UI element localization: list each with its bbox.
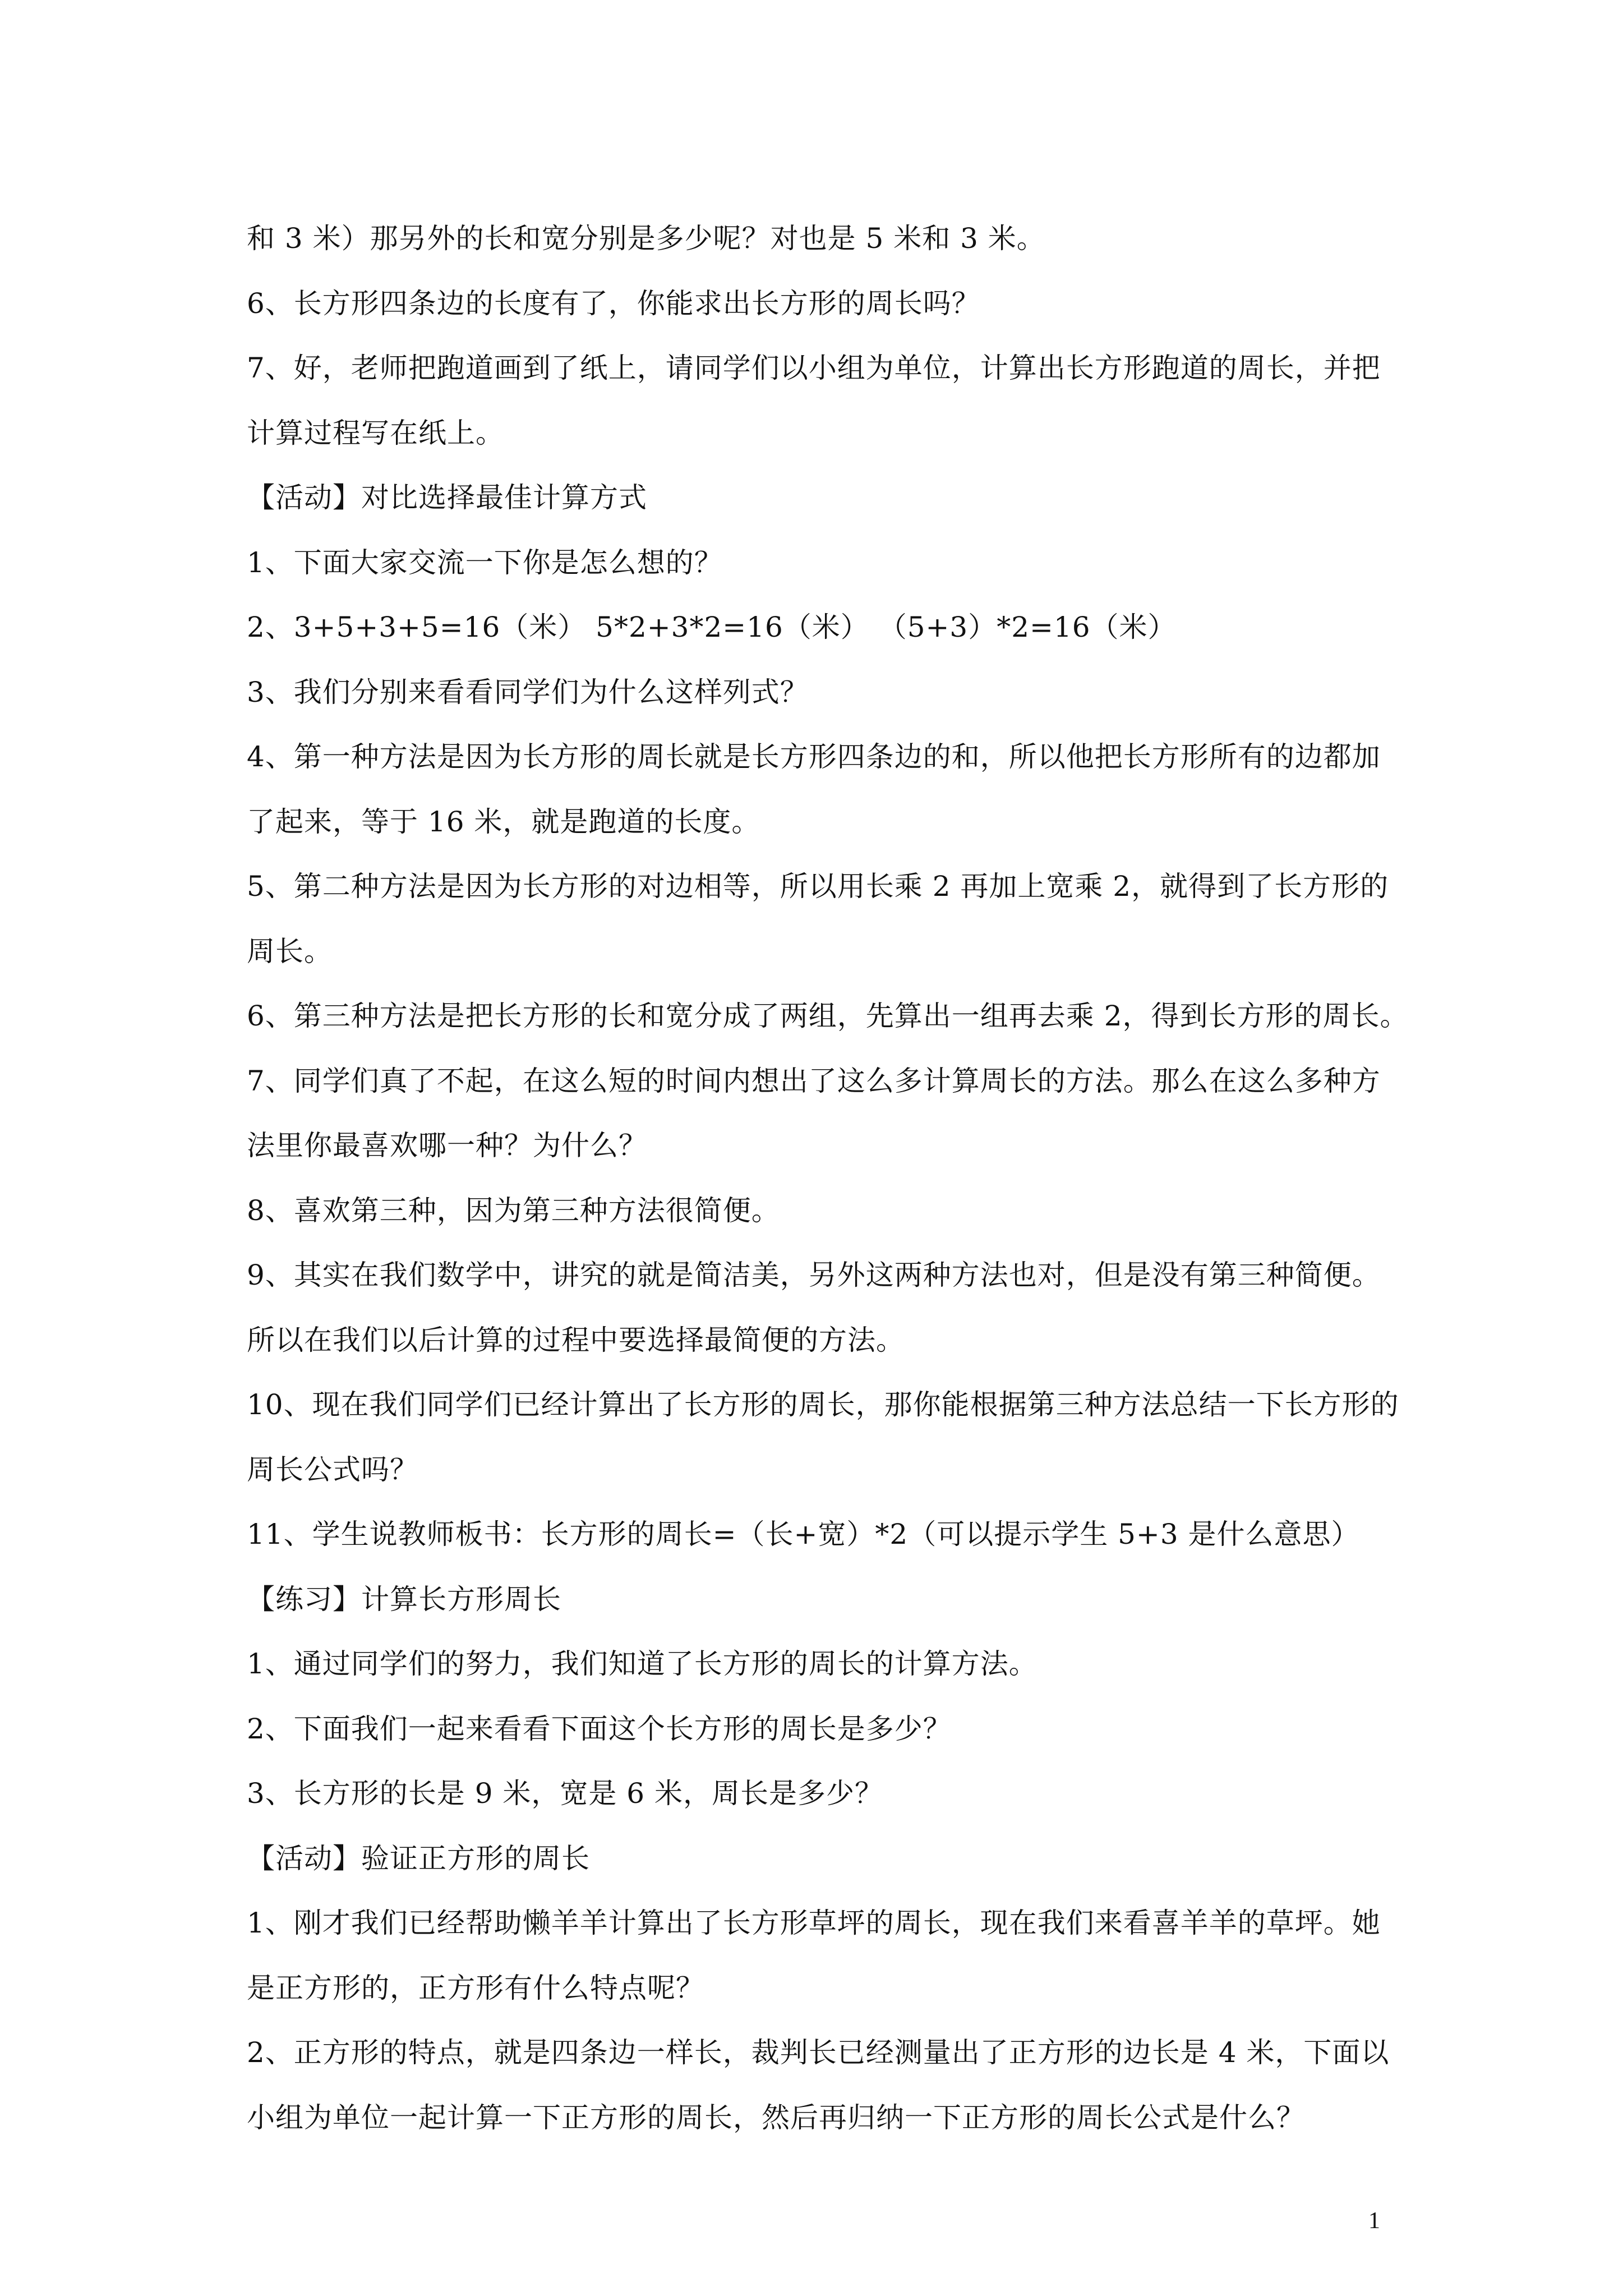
text-line: 是正方形的，正方形有什么特点呢？ (247, 1971, 704, 2004)
text-line: 1、通过同学们的努力，我们知道了长方形的周长的计算方法。 (247, 1648, 1038, 1680)
text-line: 计算过程写在纸上。 (247, 416, 504, 449)
text-line: 8、喜欢第三种，因为第三种方法很简便。 (247, 1194, 780, 1227)
text-line: 1、刚才我们已经帮助懒羊羊计算出了长方形草坪的周长，现在我们来看喜羊羊的草坪。她 (247, 1907, 1381, 1939)
page-number: 1 (1368, 2208, 1380, 2234)
text-line: 2、3+5+3+5=16（米） 5*2+3*2=16（米） （5+3）*2=16（米） (247, 611, 1177, 643)
section-heading: 【练习】计算长方形周长 (247, 1582, 561, 1616)
text-line: 了起来，等于 16 米，就是跑道的长度。 (247, 805, 760, 838)
text-line: 6、第三种方法是把长方形的长和宽分成了两组，先算出一组再去乘 2，得到长方形的周长。 (247, 1000, 1409, 1032)
text-line: 和 3 米）那另外的长和宽分别是多少呢？对也是 5 米和 3 米。 (247, 222, 1045, 255)
text-line: 4、第一种方法是因为长方形的周长就是长方形四条边的和，所以他把长方形所有的边都加 (247, 740, 1381, 773)
text-line: 周长公式吗？ (247, 1453, 418, 1486)
text-line: 9、其实在我们数学中，讲究的就是简洁美，另外这两种方法也对，但是没有第三种简便。 (247, 1259, 1381, 1291)
text-line: 11、学生说教师板书：长方形的周长=（长+宽）*2（可以提示学生 5+3 是什么意思） (247, 1518, 1360, 1550)
text-line: 6、长方形四条边的长度有了，你能求出长方形的周长吗？ (247, 287, 980, 320)
text-line: 3、长方形的长是 9 米，宽是 6 米，周长是多少？ (247, 1777, 884, 1810)
text-line: 10、现在我们同学们已经计算出了长方形的周长，那你能根据第三种方法总结一下长方形的 (247, 1388, 1399, 1421)
text-line: 周长。 (247, 935, 333, 968)
text-line: 1、下面大家交流一下你是怎么想的？ (247, 546, 723, 579)
document-body (247, 206, 1409, 2150)
text-line: 法里你最喜欢哪一种？为什么？ (247, 1129, 647, 1162)
text-line: 2、正方形的特点，就是四条边一样长，裁判长已经测量出了正方形的边长是 4 米，下面以 (247, 2036, 1390, 2069)
text-line: 2、下面我们一起来看看下面这个长方形的周长是多少？ (247, 1712, 952, 1745)
text-line: 3、我们分别来看看同学们为什么这样列式？ (247, 675, 809, 708)
text-line: 7、好，老师把跑道画到了纸上，请同学们以小组为单位，计算出长方形跑道的周长，并把 (247, 352, 1381, 384)
section-heading: 【活动】对比选择最佳计算方式 (247, 481, 647, 514)
text-line: 小组为单位一起计算一下正方形的周长，然后再归纳一下正方形的周长公式是什么？ (247, 2101, 1305, 2134)
text-line: 7、同学们真了不起，在这么短的时间内想出了这么多计算周长的方法。那么在这么多种方 (247, 1064, 1381, 1097)
text-line: 5、第二种方法是因为长方形的对边相等，所以用长乘 2 再加上宽乘 2，就得到了长方形的 (247, 870, 1389, 903)
text-line: 所以在我们以后计算的过程中要选择最简便的方法。 (247, 1323, 905, 1356)
section-heading: 【活动】验证正方形的周长 (247, 1842, 590, 1875)
